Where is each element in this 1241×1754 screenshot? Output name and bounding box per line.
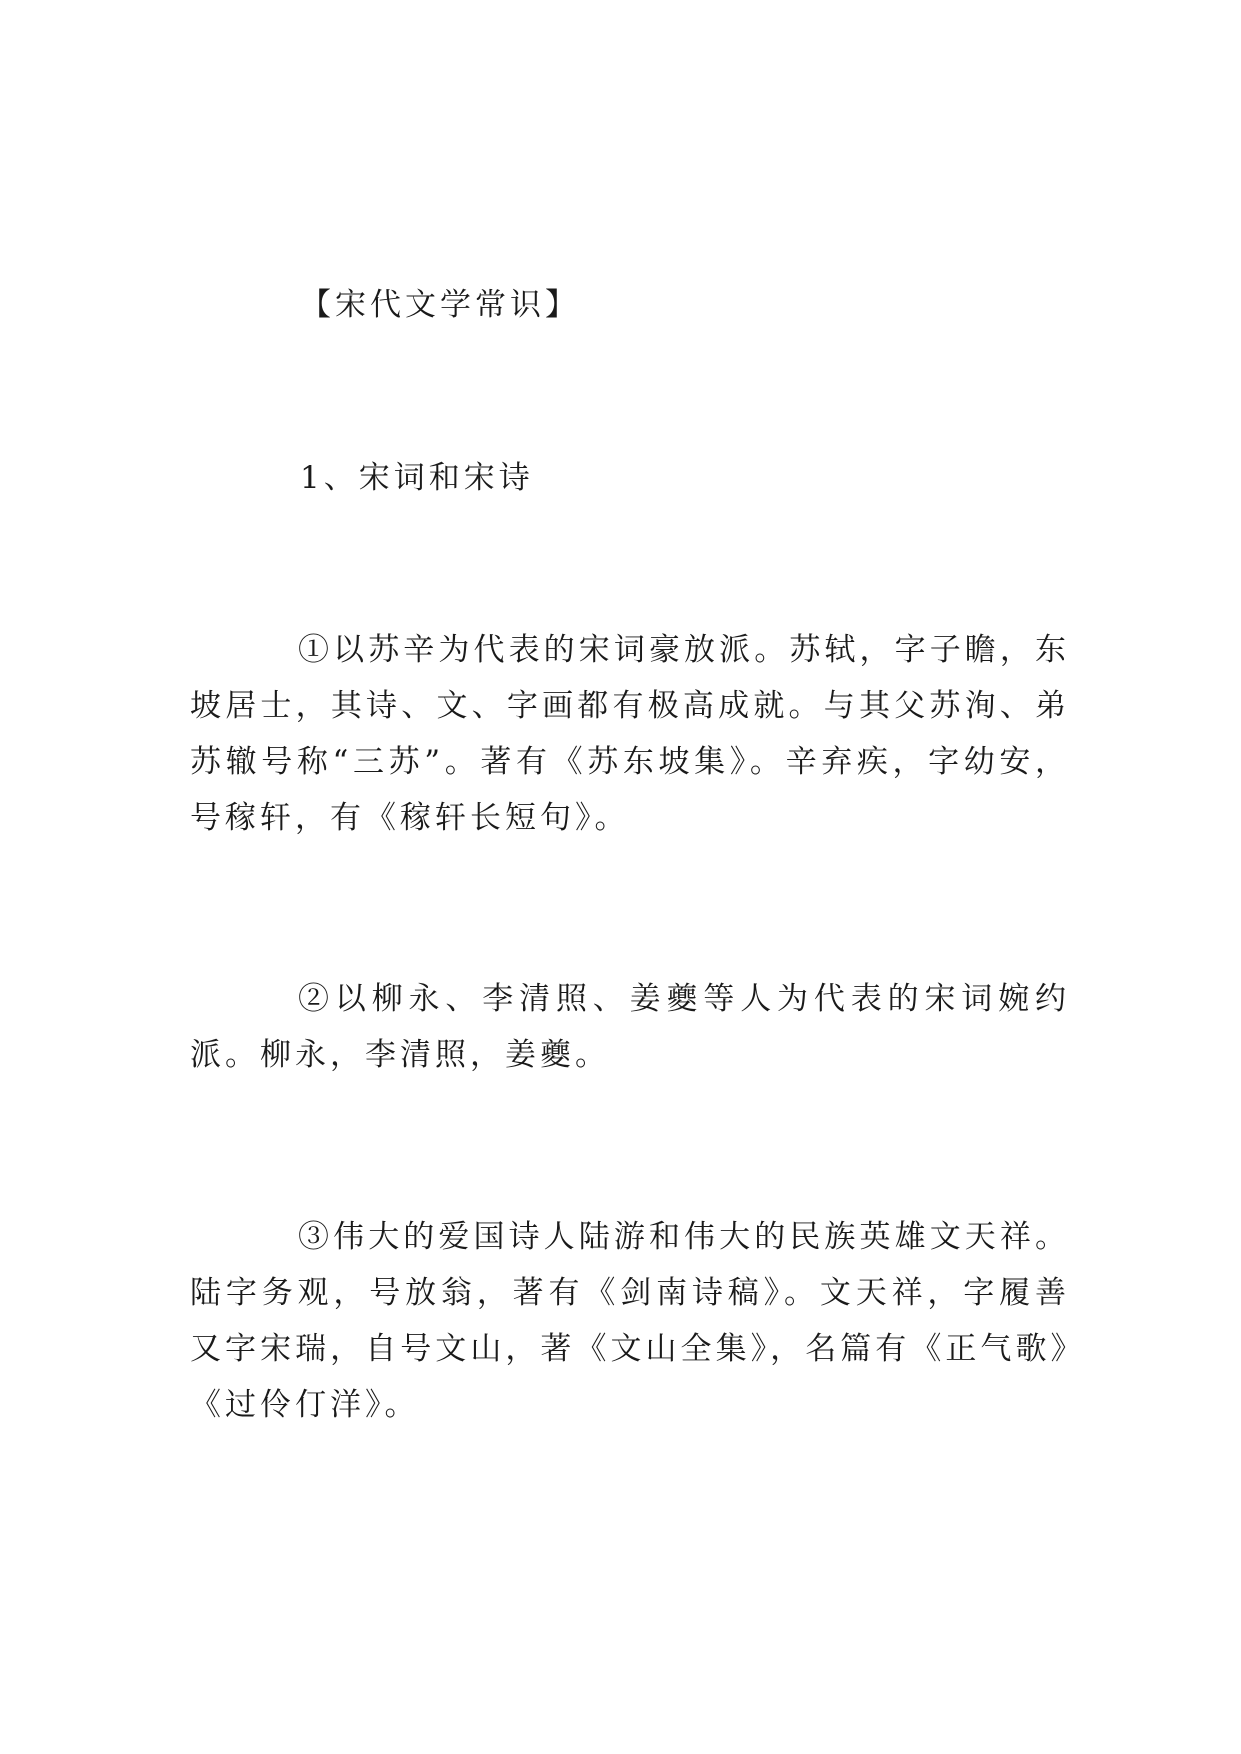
paragraph-luyou-wentianxiang: ③伟大的爱国诗人陆游和伟大的民族英雄文天祥。陆字务观，号放翁，著有《剑南诗稿》。文天祥，字履善又字宋瑞，自号文山，著《文山全集》，名篇有《正气歌》《过伶仃洋》。 <box>190 1219 1070 1423</box>
paragraph-wanyue: ②以柳永、李清照、姜夔等人为代表的宋词婉约派。柳永，李清照，姜夔。 <box>190 981 1070 1073</box>
paragraph-haofang: ①以苏辛为代表的宋词豪放派。苏轼，字子瞻，东坡居士，其诗、文、字画都有极高成就。与其父苏洵、弟苏辙号称“三苏”。著有《苏东坡集》。辛弃疾，字幼安，号稼轩，有《稼轩长短句》。 <box>190 632 1070 836</box>
section-heading: 1、宋词和宋诗 <box>300 460 534 496</box>
document-title: 【宋代文学常识】 <box>300 287 580 323</box>
